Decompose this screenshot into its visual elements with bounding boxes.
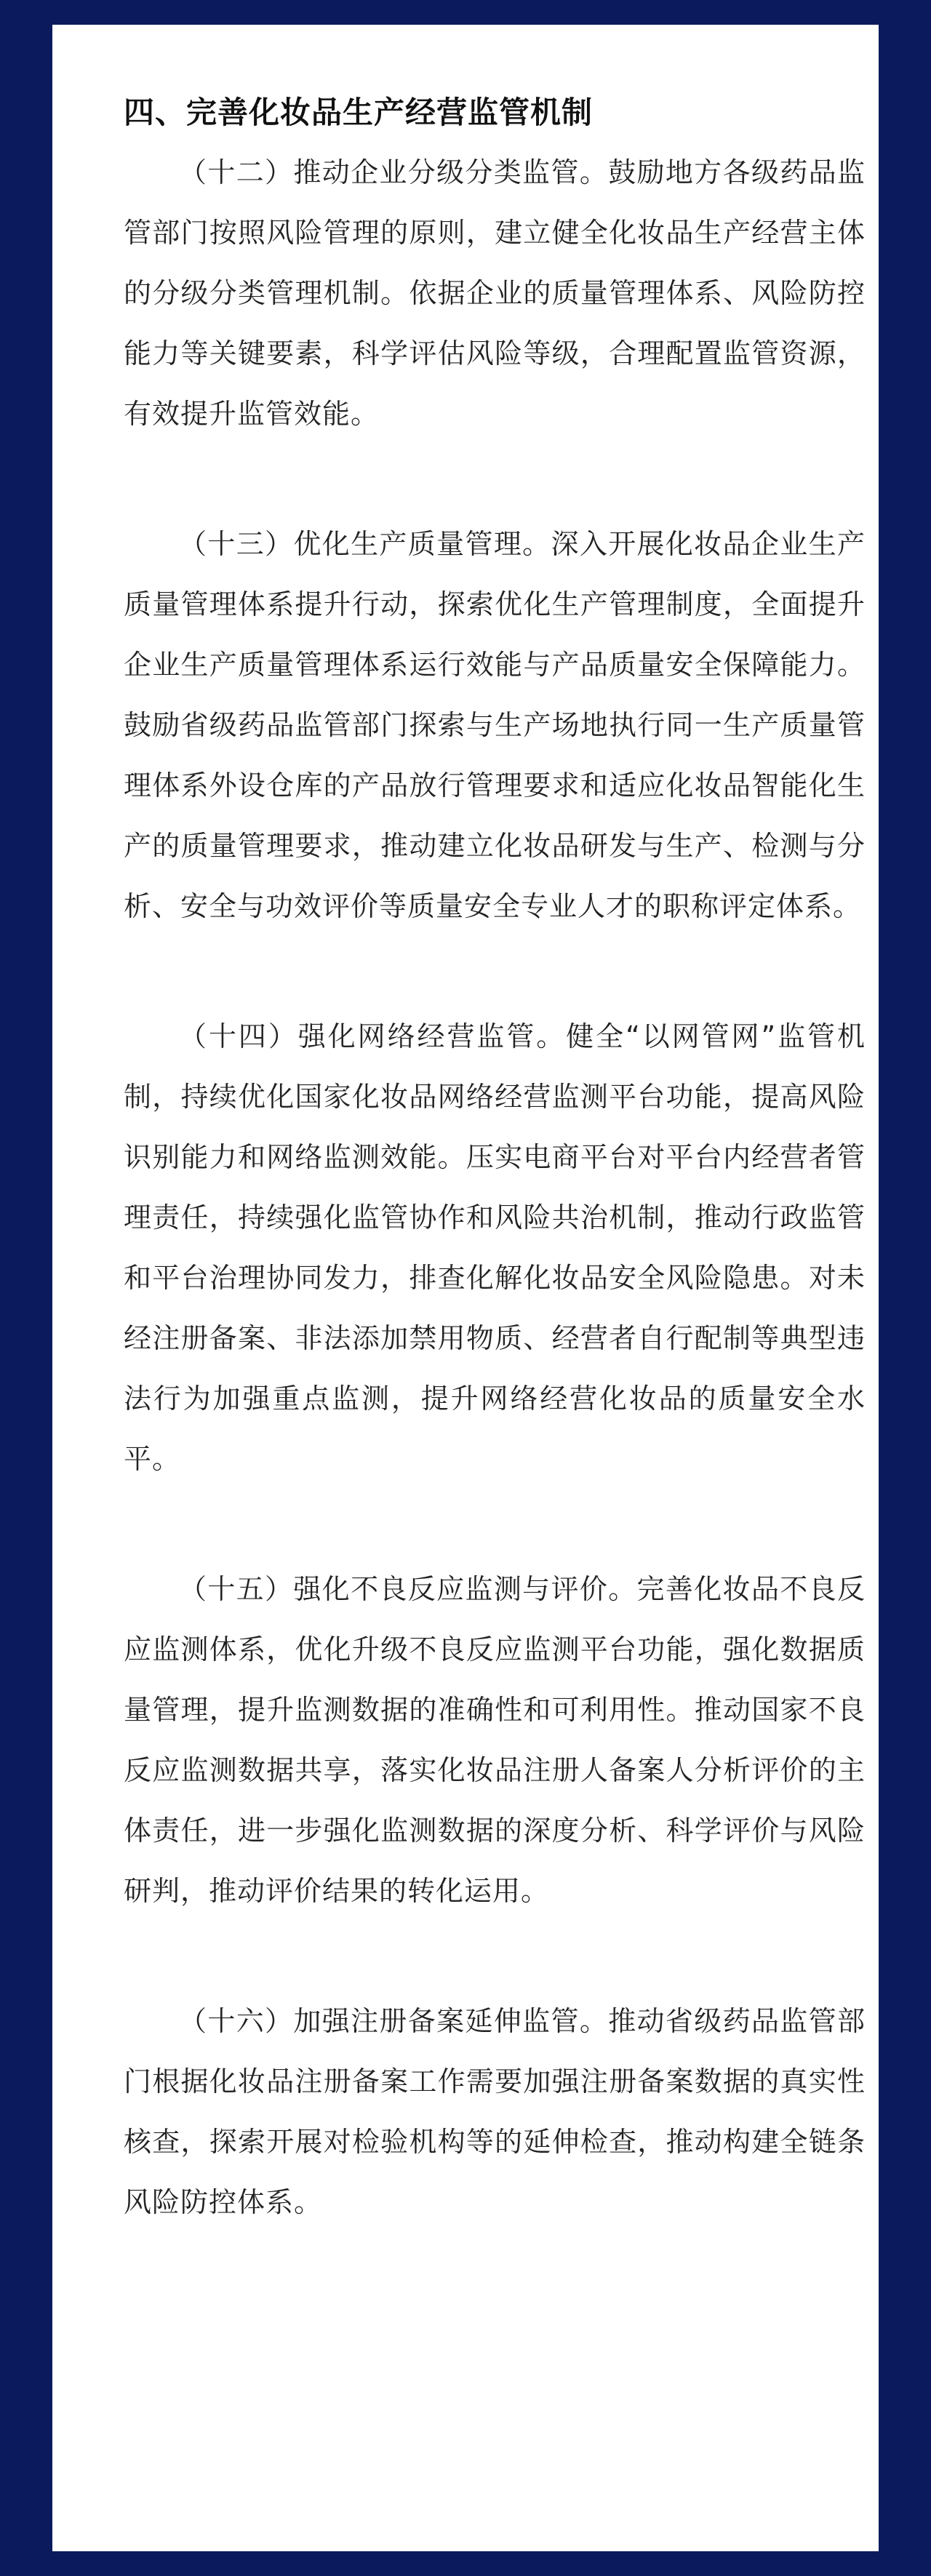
document-page — [52, 25, 879, 2551]
paragraph-15: （十五）强化不良反应监测与评价。完善化妆品不良反应监测体系，优化升级不良反应监测平台功能，强化数据质量管理，提升监测数据的准确性和可利用性。推动国家不良反应监测数据共享，落实化妆品注册人备案人分析评价的主体责任，进一步强化监测数据的深度分析、科学评价与风险研判，推动评价结果的转化运用。 — [124, 1573, 866, 1907]
paragraph-13: （十三）优化生产质量管理。深入开展化妆品企业生产质量管理体系提升行动，探索优化生产管理制度，全面提升企业生产质量管理体系运行效能与产品质量安全保障能力。鼓励省级药品监管部门探索与生产场地执行同一生产质量管理体系外设仓库的产品放行管理要求和适应化妆品智能化生产的质量管理要求，推动建立化妆品研发与生产、检测与分析、安全与功效评价等质量安全专业人才的职称评定体系。 — [124, 528, 866, 922]
paragraph-12: （十二）推动企业分级分类监管。鼓励地方各级药品监管部门按照风险管理的原则，建立健全化妆品生产经营主体的分级分类管理机制。依据企业的质量管理体系、风险防控能力等关键要素，科学评估风险等级，合理配置监管资源，有效提升监管效能。 — [124, 156, 866, 430]
paragraph-16: （十六）加强注册备案延伸监管。推动省级药品监管部门根据化妆品注册备案工作需要加强注册备案数据的真实性核查，探索开展对检验机构等的延伸检查，推动构建全链条风险防控体系。 — [124, 2005, 866, 2218]
section-heading: 四、完善化妆品生产经营监管机制 — [124, 95, 594, 130]
paragraph-14: （十四）强化网络经营监管。健全“以网管网”监管机制，持续优化国家化妆品网络经营监测平台功能，提高风险识别能力和网络监测效能。压实电商平台对平台内经营者管理责任，持续强化监管协作和风险共治机制，推动行政监管和平台治理协同发力，排查化解化妆品安全风险隐患。对未经注册备案、非法添加禁用物质、经营者自行配制等典型违法行为加强重点监测，提升网络经营化妆品的质量安全水平。 — [124, 1020, 866, 1475]
document-content — [124, 84, 866, 2233]
